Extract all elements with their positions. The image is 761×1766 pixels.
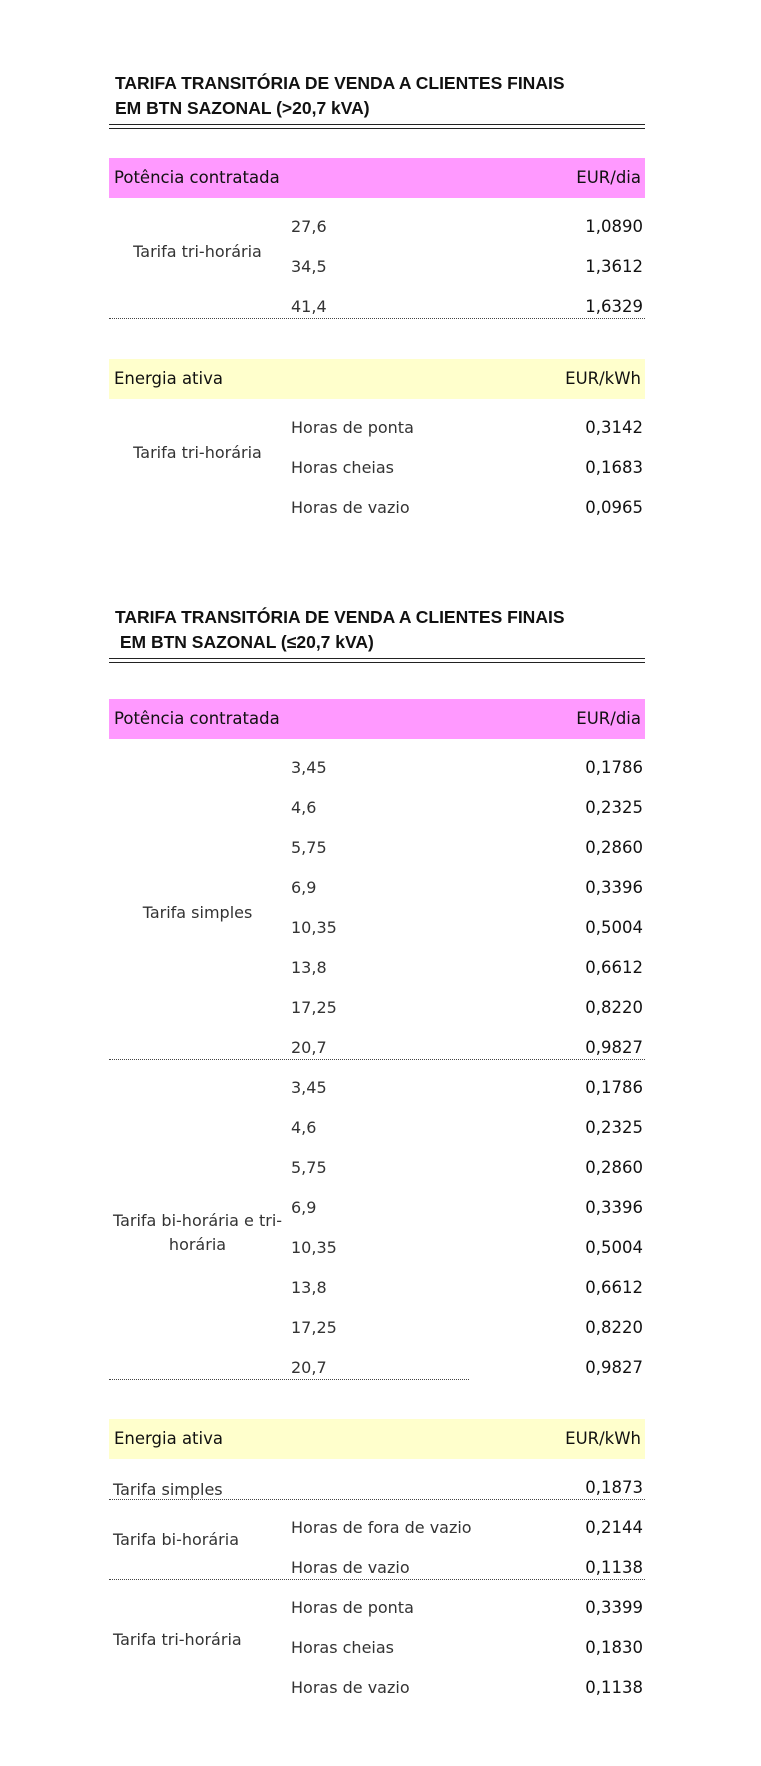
sub-label: 4,6 <box>291 1118 317 1137</box>
group-label: Tarifa tri-horária <box>113 1630 242 1649</box>
sub-label: Horas de vazio <box>291 1678 410 1697</box>
price-value: 0,2325 <box>585 1118 643 1137</box>
group-label: Tarifa bi-horária <box>113 1530 239 1549</box>
section1-power-header <box>109 158 645 198</box>
section1-title <box>115 71 645 121</box>
power-header-unit: EUR/dia <box>576 168 641 187</box>
row-divider <box>109 1379 469 1380</box>
price-value: 0,2144 <box>585 1518 643 1537</box>
price-value: 0,9827 <box>585 1038 643 1057</box>
section2-title-line2: EM BTN SAZONAL (≤20,7 kVA) <box>115 632 374 652</box>
sub-label: Horas de fora de vazio <box>291 1518 472 1537</box>
price-value: 0,1873 <box>585 1478 643 1497</box>
sub-label: Horas cheias <box>291 1638 394 1657</box>
price-value: 0,3396 <box>585 1198 643 1217</box>
power-header-label: Potência contratada <box>114 168 280 187</box>
sub-label: 3,45 <box>291 1078 327 1097</box>
sub-label: 5,75 <box>291 1158 327 1177</box>
sub-label: 17,25 <box>291 998 337 1017</box>
row-divider <box>109 1059 645 1060</box>
group-label: Tarifa simples <box>113 1480 223 1499</box>
price-value: 0,1138 <box>585 1678 643 1697</box>
price-value: 0,3399 <box>585 1598 643 1617</box>
sub-label: Horas de ponta <box>291 1598 414 1617</box>
sub-label: 41,4 <box>291 297 327 316</box>
price-value: 0,1786 <box>585 1078 643 1097</box>
group-label: Tarifa tri-horária <box>133 443 262 462</box>
section2-title-rule <box>109 658 645 663</box>
sub-label: 10,35 <box>291 1238 337 1257</box>
sub-label: 17,25 <box>291 1318 337 1337</box>
power-header-label: Potência contratada <box>114 709 280 728</box>
price-value: 0,1830 <box>585 1638 643 1657</box>
price-value: 0,3396 <box>585 878 643 897</box>
sub-label: 13,8 <box>291 1278 327 1297</box>
price-value: 0,1138 <box>585 1558 643 1577</box>
price-value: 0,6612 <box>585 958 643 977</box>
price-value: 1,6329 <box>585 297 643 316</box>
sub-label: Horas de vazio <box>291 1558 410 1577</box>
price-value: 0,2325 <box>585 798 643 817</box>
section2-title <box>115 605 645 655</box>
sub-label: 6,9 <box>291 1198 317 1217</box>
row-divider <box>109 318 645 319</box>
sub-label: 34,5 <box>291 257 327 276</box>
price-value: 0,8220 <box>585 1318 643 1337</box>
price-value: 0,5004 <box>585 918 643 937</box>
sub-label: 3,45 <box>291 758 327 777</box>
sub-label: Horas cheias <box>291 458 394 477</box>
power-header-unit: EUR/dia <box>576 709 641 728</box>
group-label: Tarifa bi-horária e tri-horária <box>112 1211 283 1254</box>
price-value: 0,2860 <box>585 838 643 857</box>
price-value: 0,8220 <box>585 998 643 1017</box>
energy-header-unit: EUR/kWh <box>565 369 641 388</box>
price-value: 0,5004 <box>585 1238 643 1257</box>
price-value: 0,3142 <box>585 418 643 437</box>
energy-header-label: Energia ativa <box>114 369 223 388</box>
price-value: 0,9827 <box>585 1358 643 1377</box>
section1-title-rule <box>109 124 645 129</box>
energy-header-label: Energia ativa <box>114 1429 223 1448</box>
price-value: 0,1683 <box>585 458 643 477</box>
price-value: 1,3612 <box>585 257 643 276</box>
sub-label: 6,9 <box>291 878 317 897</box>
section2-energy-header <box>109 1419 645 1459</box>
sub-label: 4,6 <box>291 798 317 817</box>
price-value: 0,0965 <box>585 498 643 517</box>
section1-title-line1: TARIFA TRANSITÓRIA DE VENDA A CLIENTES FINAIS <box>115 73 565 93</box>
sub-label: 10,35 <box>291 918 337 937</box>
section2-title-line1: TARIFA TRANSITÓRIA DE VENDA A CLIENTES FINAIS <box>115 607 565 627</box>
section1-energy-header <box>109 359 645 399</box>
section2-power-header <box>109 699 645 739</box>
group-label: Tarifa simples <box>142 903 253 922</box>
sub-label: 27,6 <box>291 217 327 236</box>
sub-label: Horas de vazio <box>291 498 410 517</box>
sub-label: 20,7 <box>291 1038 327 1057</box>
price-value: 0,1786 <box>585 758 643 777</box>
section1-title-line2: EM BTN SAZONAL (>20,7 kVA) <box>115 98 370 118</box>
sub-label: Horas de ponta <box>291 418 414 437</box>
sub-label: 5,75 <box>291 838 327 857</box>
price-value: 0,6612 <box>585 1278 643 1297</box>
price-value: 1,0890 <box>585 217 643 236</box>
group-label: Tarifa tri-horária <box>133 242 262 261</box>
sub-label: 13,8 <box>291 958 327 977</box>
energy-header-unit: EUR/kWh <box>565 1429 641 1448</box>
price-value: 0,2860 <box>585 1158 643 1177</box>
sub-label: 20,7 <box>291 1358 327 1377</box>
